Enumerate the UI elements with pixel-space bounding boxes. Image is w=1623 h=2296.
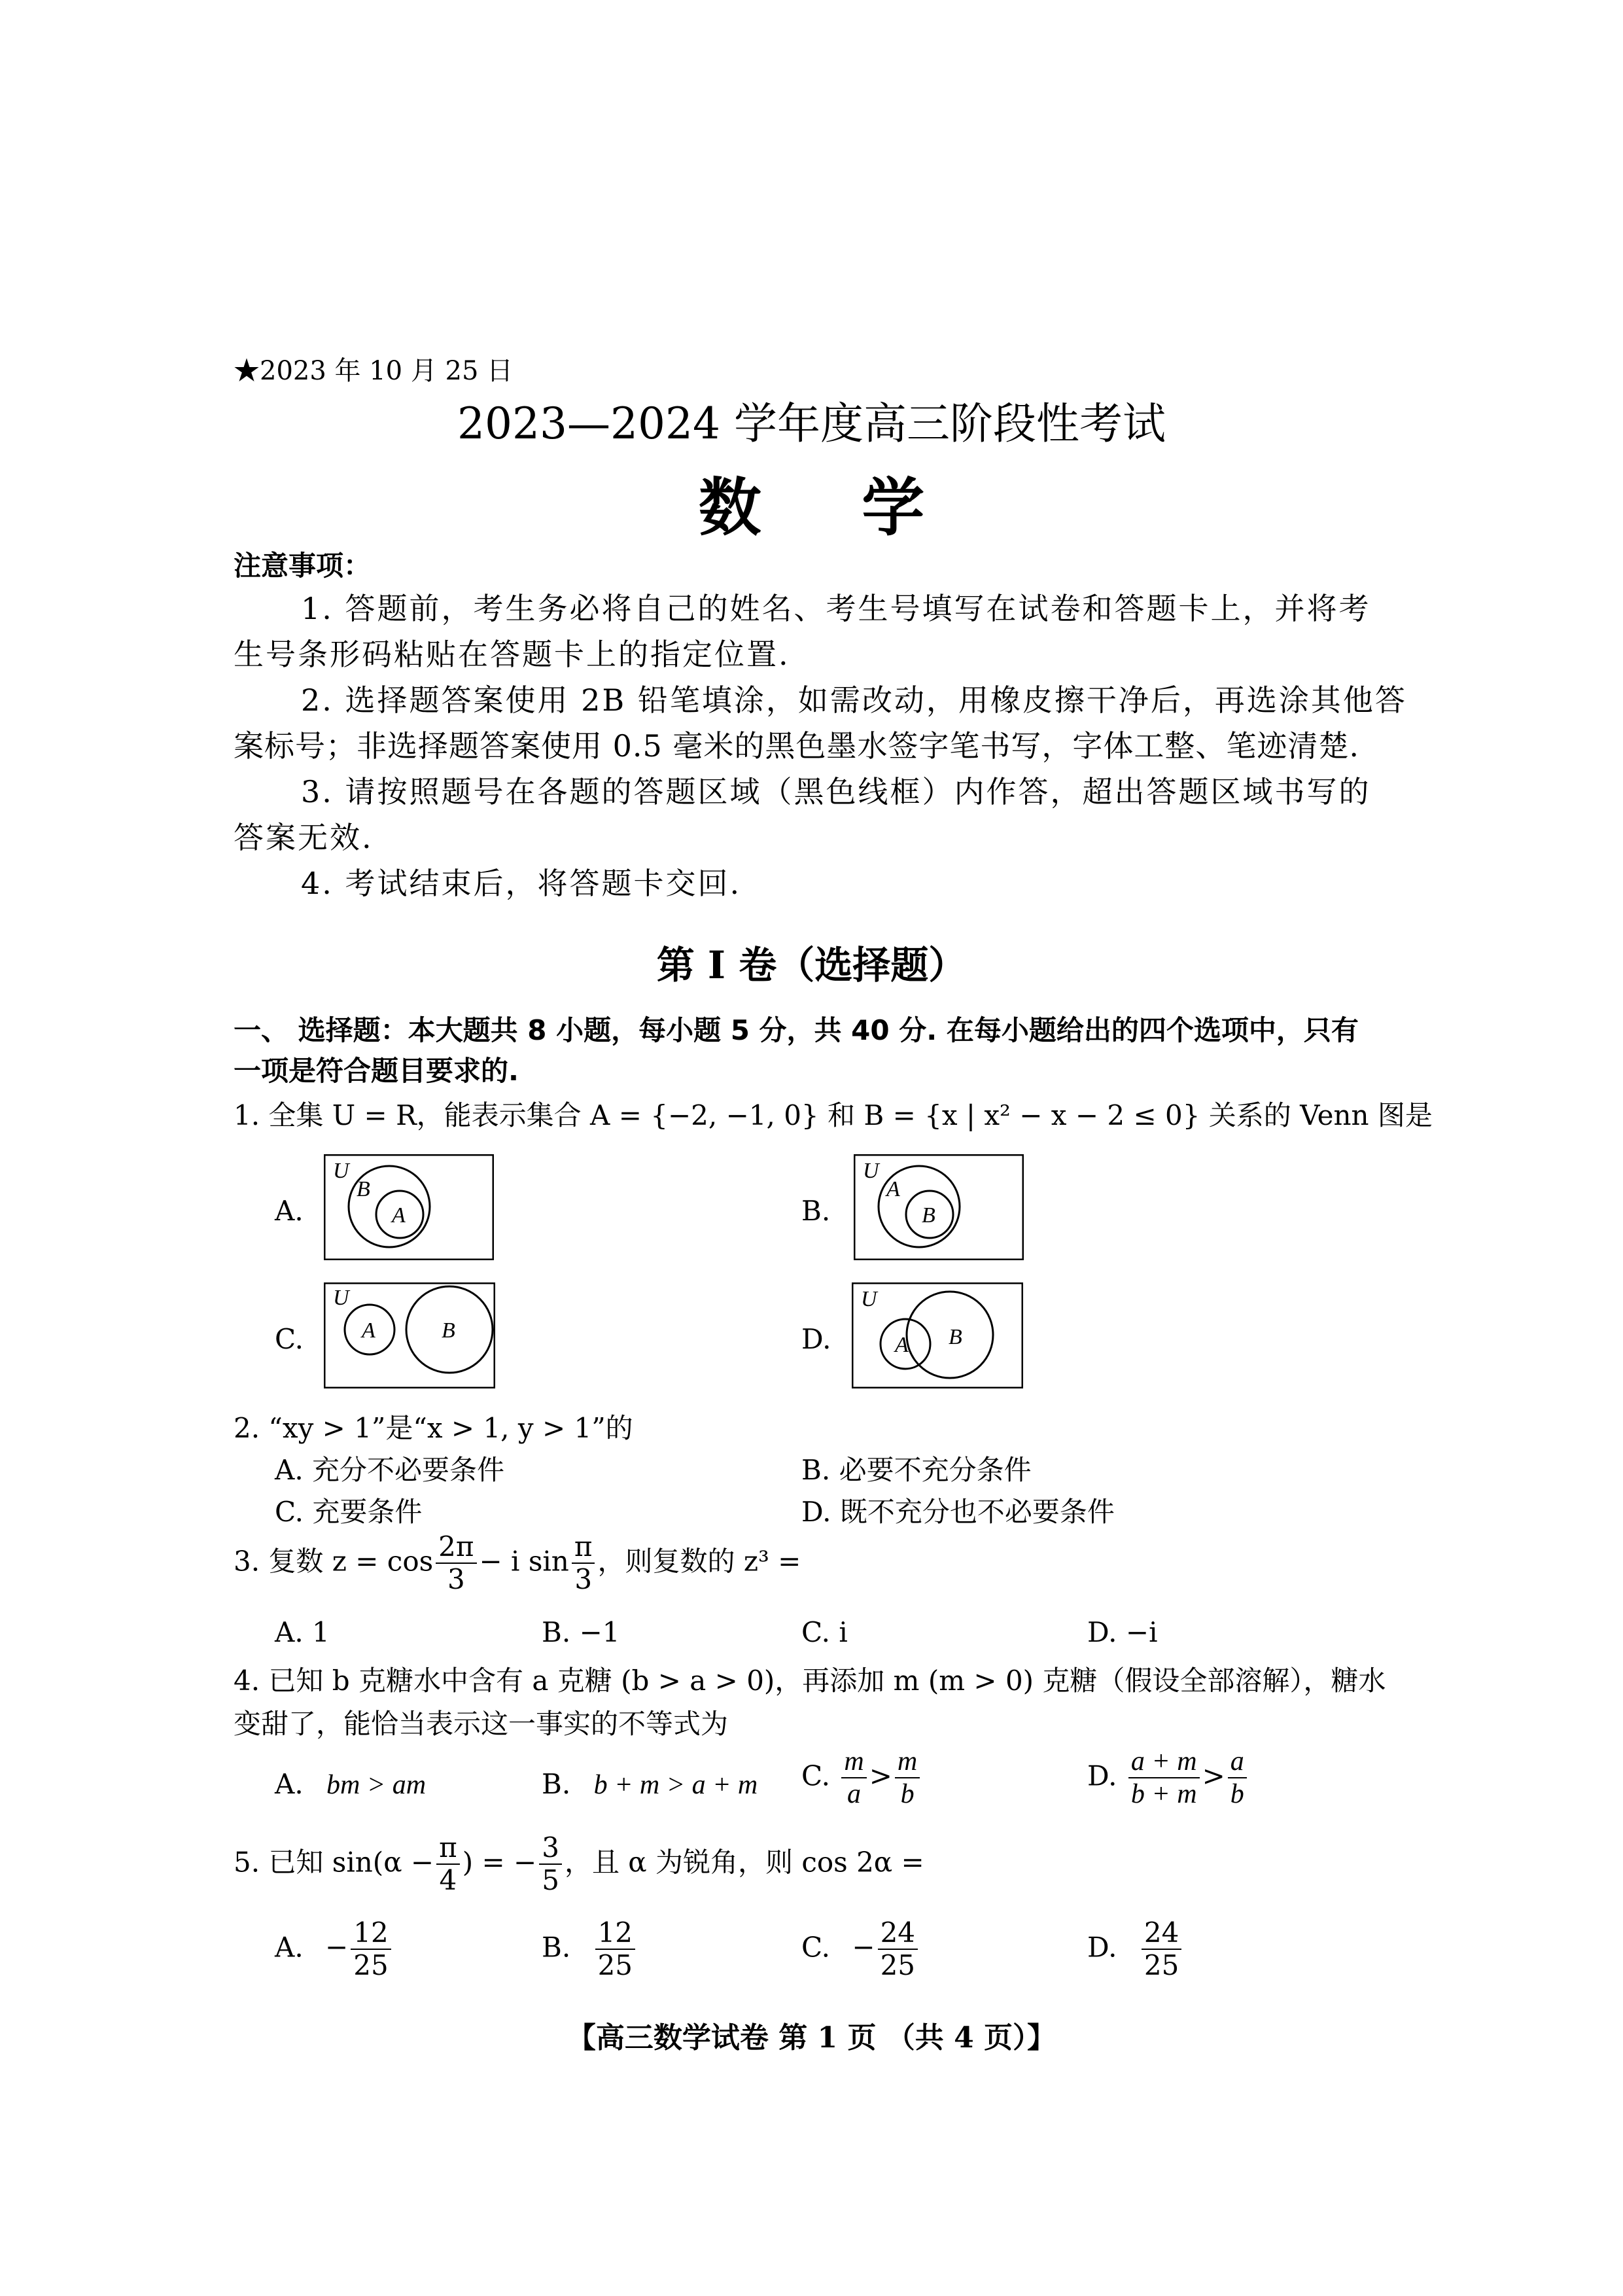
q4-option-c-frac2 [895,1746,920,1810]
q3-frac1-den: 3 [447,1563,465,1596]
q5-c-den: 25 [880,1949,916,1982]
venn-label-a: A [362,1318,375,1343]
venn-label-u: U [333,1159,349,1183]
q5-b-den: 25 [597,1949,633,1982]
q5-frac2-num: 3 [539,1832,562,1865]
q4-d-num2: a [1228,1746,1247,1778]
q4-stem-line2: 变甜了，能恰当表示这一事实的不等式为 [234,1708,729,1740]
section-instruction-line2: 一项是符合题目要求的. [234,1055,519,1087]
q5-a-num: 12 [351,1917,391,1950]
notice-item-1-line2: 生号条形码粘贴在答题卡上的指定位置. [234,637,790,672]
venn-label-b: B [442,1318,455,1343]
q1-option-a-label: A. [275,1195,304,1227]
q4-option-b-expr: b + m > a + m [593,1770,758,1800]
q1-option-c-label: C. [275,1323,304,1355]
page-footer: 【高三数学试卷 第 1 页 （共 4 页）】 [567,2021,1056,2055]
q3-mid: − i sin [479,1545,569,1578]
q5-option-c [801,1917,920,1982]
notice-item-3-line1: 3. 请按照题号在各题的答题区域（黑色线框）内作答，超出答题区域书写的 [301,774,1371,809]
venn-label-u: U [863,1159,879,1183]
q3-option-c: C. i [801,1616,848,1648]
q4-option-c-label: C. [801,1759,830,1792]
q5-option-a-label: A. [275,1931,304,1964]
q5-option-c-frac [878,1917,918,1982]
q5-fraction-1 [436,1832,460,1897]
q3-frac2-num: π [572,1531,595,1564]
q1-venn-d [852,1282,1023,1388]
q1-option-d-label: D. [801,1323,831,1355]
q5-option-b-frac [595,1917,635,1982]
venn-label-u: U [861,1287,877,1311]
q4-c-num1: m [841,1746,866,1778]
q5-mid: ) = − [462,1846,537,1879]
q3-option-a: A. 1 [275,1616,330,1648]
q1-venn-a [324,1154,494,1260]
venn-label-u: U [333,1286,349,1310]
q3-frac1-num: 2π [436,1531,476,1564]
q4-option-d [1087,1746,1249,1810]
q4-option-d-frac1 [1128,1746,1200,1810]
q3-stem [234,1531,801,1596]
q5-suffix: ，且 α 为锐角，则 cos 2α = [564,1846,924,1879]
q4-option-d-frac2 [1228,1746,1247,1810]
venn-label-a: A [392,1203,406,1227]
q5-frac2-den: 5 [542,1864,559,1897]
q2-stem: 2. “xy > 1”是“x > 1, y > 1”的 [234,1412,633,1444]
q5-fraction-2 [539,1832,562,1897]
exam-title: 2023—2024 学年度高三阶段性考试 [457,398,1166,449]
q5-d-num: 24 [1142,1917,1181,1950]
venn-universe-box [324,1283,495,1388]
venn-label-b: B [949,1325,962,1349]
q3-fraction-2 [572,1531,595,1596]
notice-item-3-line2: 答案无效. [234,820,374,855]
venn-label-b: B [922,1203,935,1227]
q5-option-a-sign: − [325,1931,349,1964]
q3-option-d: D. −i [1087,1616,1158,1648]
subject-title: 数 学 [698,470,964,544]
q2-option-a: A. 充分不必要条件 [275,1454,505,1486]
q5-option-d-label: D. [1087,1931,1117,1964]
q5-prefix: 5. 已知 sin(α − [234,1846,434,1879]
notice-item-1-line1: 1. 答题前，考生务必将自己的姓名、考生号填写在试卷和答题卡上，并将考 [301,591,1371,626]
q4-option-b [542,1768,758,1801]
q5-option-d-frac [1142,1917,1181,1982]
q4-d-den1: b + m [1130,1779,1197,1810]
q5-option-a-frac [351,1917,391,1982]
q1-venn-b [854,1154,1024,1260]
q5-option-c-label: C. [801,1931,830,1964]
q4-option-d-op: > [1202,1759,1225,1792]
q4-option-b-label: B. [542,1768,571,1800]
q1-venn-c [324,1282,495,1388]
venn-label-a: A [895,1333,909,1357]
notice-item-2-line2: 案标号；非选择题答案使用 0.5 毫米的黑色墨水签字笔书写，字体工整、笔迹清楚. [234,728,1360,764]
q5-stem [234,1832,924,1897]
q4-stem-line1: 4. 已知 b 克糖水中含有 a 克糖 (b > a > 0)，再添加 m (m > 0) 克糖（假设全部溶解），糖水 [234,1665,1386,1697]
exam-date: ★2023 年 10 月 25 日 [234,356,514,386]
q4-option-a-label: A. [275,1768,304,1800]
q4-d-den2: b [1230,1779,1244,1810]
q5-option-a [275,1917,394,1982]
q4-option-a-expr: bm > am [326,1770,427,1800]
section-instruction-line1: 一、 选择题：本大题共 8 小题，每小题 5 分，共 40 分. 在每小题给出的四个选项中，只有 [234,1014,1359,1046]
q1-option-b-label: B. [801,1195,831,1227]
q5-option-d [1087,1917,1184,1982]
q4-option-c [801,1746,922,1810]
q4-option-d-label: D. [1087,1759,1117,1792]
q3-fraction-1 [436,1531,476,1596]
notice-heading: 注意事项： [234,550,372,582]
q2-option-d: D. 既不充分也不必要条件 [801,1496,1115,1528]
notice-item-2-line1: 2. 选择题答案使用 2B 铅笔填涂，如需改动，用橡皮擦干净后，再选涂其他答 [301,682,1407,718]
q5-frac1-den: 4 [439,1864,457,1897]
venn-universe-box [852,1283,1022,1388]
q2-option-b: B. 必要不充分条件 [801,1454,1032,1486]
venn-label-a: A [886,1177,900,1201]
q3-suffix: ，则复数的 z³ = [597,1545,801,1578]
q3-frac2-den: 3 [574,1563,593,1596]
q4-d-num1: a + m [1128,1746,1200,1778]
section-title: 第 I 卷（选择题） [656,943,967,987]
q5-option-c-sign: − [852,1931,875,1964]
q4-option-c-frac1 [841,1746,866,1810]
q5-c-num: 24 [878,1917,918,1950]
q4-option-a [275,1768,426,1801]
q4-c-den1: a [847,1779,862,1810]
q4-option-c-op: > [869,1759,892,1792]
q5-frac1-num: π [436,1832,460,1865]
q1-stem: 1. 全集 U = R，能表示集合 A = {−2, −1, 0} 和 B = {x | x² − x − 2 ≤ 0} 关系的 Venn 图是 [234,1099,1433,1131]
q4-c-num2: m [895,1746,920,1778]
q2-option-c: C. 充要条件 [275,1496,423,1528]
q5-a-den: 25 [353,1949,389,1982]
notice-item-4: 4. 考试结束后，将答题卡交回. [301,866,742,901]
venn-label-b: B [357,1177,370,1201]
q5-b-num: 12 [595,1917,635,1950]
q5-d-den: 25 [1143,1949,1179,1982]
q3-prefix: 3. 复数 z = cos [234,1545,434,1578]
q4-c-den2: b [900,1779,915,1810]
q5-option-b [542,1917,638,1982]
q5-option-b-label: B. [542,1931,571,1964]
q3-option-b: B. −1 [542,1616,620,1648]
